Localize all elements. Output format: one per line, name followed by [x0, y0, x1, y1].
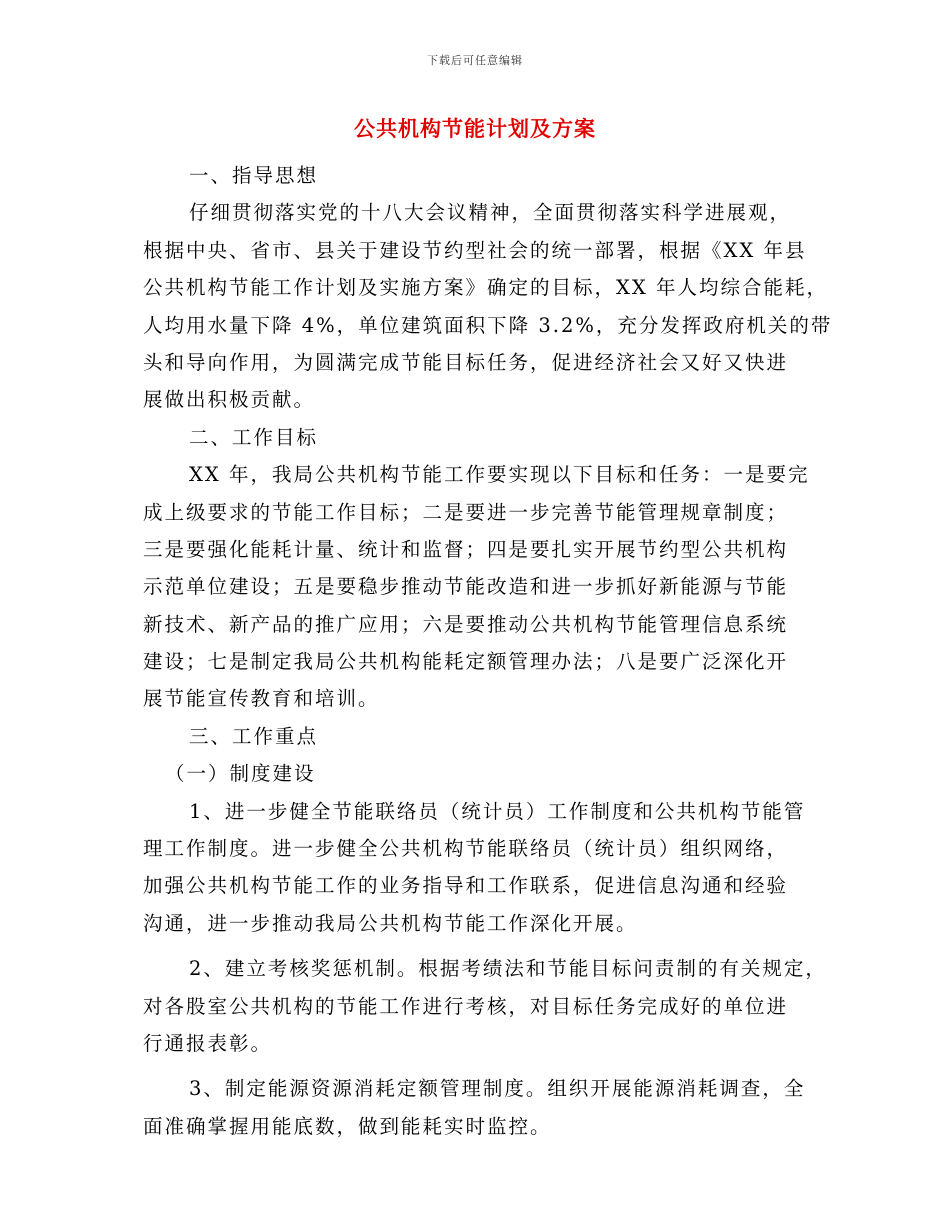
paragraph-line: 新技术、新产品的推广应用；六是要推动公共机构节能管理信息系统 [143, 612, 789, 636]
paragraph-line: 建设；七是制定我局公共机构能耗定额管理办法；八是要广泛深化开 [143, 650, 789, 674]
document-title: 公共机构节能计划及方案 [354, 116, 596, 141]
document-body [143, 157, 833, 1145]
paragraph-line: 沟通，进一步推动我局公共机构节能工作深化开展。 [143, 911, 638, 935]
paragraph-line: XX 年，我局公共机构节能工作要实现以下目标和任务：一是要完 [189, 463, 810, 487]
paragraph-line: 2、建立考核奖惩机制。根据考绩法和节能目标问责制的有关规定， [189, 957, 827, 981]
paragraph-line: 面准确掌握用能底数，做到能耗实时监控。 [143, 1114, 552, 1138]
paragraph-line: 成上级要求的节能工作目标；二是要进一步完善节能管理规章制度； [143, 500, 789, 524]
paragraph-line: 示范单位建设；五是要稳步推动节能改造和进一步抓好新能源与节能 [143, 575, 789, 599]
paragraph-line: 仔细贯彻落实党的十八大会议精神，全面贯彻落实科学进展观， [189, 201, 792, 225]
paragraph-line: 人均用水量下降 4%，单位建筑面积下降 3.2%，充分发挥政府机关的带 [143, 313, 833, 337]
paragraph-line: 理工作制度。进一步健全公共机构节能联络员（统计员）组织网络， [143, 837, 789, 861]
section-heading: 三、工作重点 [189, 724, 319, 748]
paragraph-line: 头和导向作用，为圆满完成节能目标任务，促进经济社会又好又快进 [143, 350, 789, 374]
paragraph-line: 3、制定能源资源消耗定额管理制度。组织开展能源消耗调查，全 [189, 1077, 806, 1101]
paragraph-line: 加强公共机构节能工作的业务指导和工作联系，促进信息沟通和经验 [143, 874, 789, 898]
paragraph-line: 对各股室公共机构的节能工作进行考核，对目标任务完成好的单位进 [143, 994, 789, 1018]
paragraph-line: 根据中央、省市、县关于建设节约型社会的统一部署，根据《XX 年县 [143, 238, 807, 262]
paragraph-line: 行通报表彰。 [143, 1031, 273, 1055]
subsection-heading: （一）制度建设 [165, 762, 316, 786]
paragraph-line: 公共机构节能工作计划及实施方案》确定的目标，XX 年人均综合能耗， [143, 276, 828, 300]
section-heading: 一、指导思想 [189, 164, 319, 187]
paragraph-line: 展节能宣传教育和培训。 [143, 687, 380, 711]
paragraph-line: 三是要强化能耗计量、统计和监督；四是要扎实开展节约型公共机构 [143, 537, 789, 561]
paragraph-line: 展做出积极贡献。 [143, 388, 316, 412]
page-header-note: 下载后可任意编辑 [427, 54, 523, 67]
paragraph-line: 1、进一步健全节能联络员（统计员）工作制度和公共机构节能管 [189, 799, 806, 823]
section-heading: 二、工作目标 [189, 425, 319, 449]
